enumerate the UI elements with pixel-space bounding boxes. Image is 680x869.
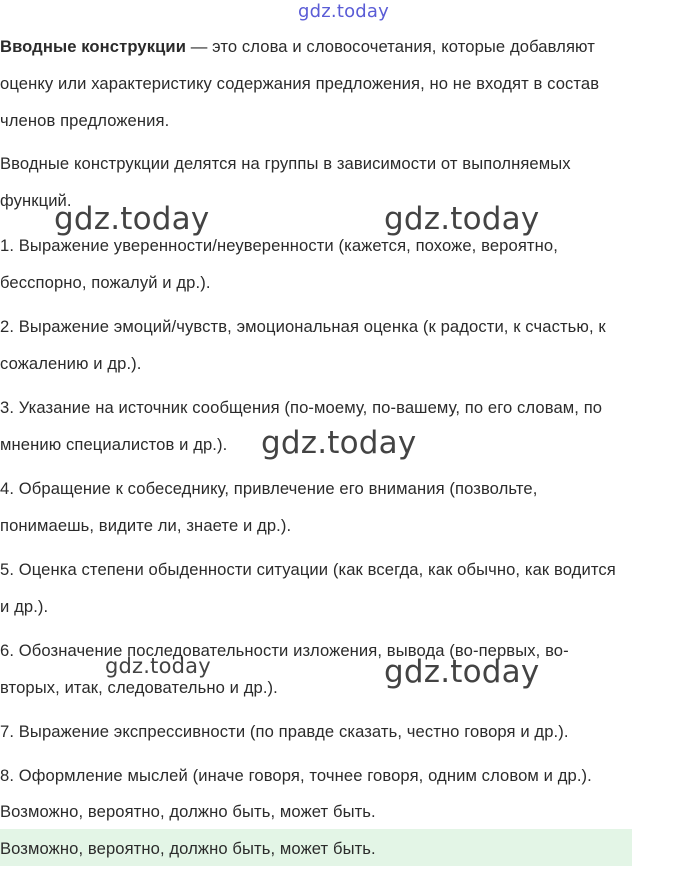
intro-line-1: Вводные конструкции делятся на группы в зависимости от выполняемых: [0, 154, 571, 173]
group-item-3-line-1: 3. Указание на источник сообщения (по-моему, по-вашему, по его словам, по: [0, 398, 603, 417]
group-item-3-line-2: мнению специалистов и др.).: [0, 435, 228, 454]
intro-line-2: функций.: [0, 191, 72, 210]
definition-line-3: членов предложения.: [0, 111, 170, 130]
answer-text: [0, 793, 672, 830]
watermark-2: gdz.today: [384, 201, 540, 237]
group-item-7: [0, 713, 672, 750]
watermark-1: gdz.today: [54, 201, 210, 237]
group-item-4: [0, 470, 672, 544]
group-item-2-line-2: сожалению и др.).: [0, 354, 142, 373]
watermark-4: gdz.today: [105, 654, 211, 678]
watermark-3: gdz.today: [261, 425, 417, 461]
group-item-1-line-2: бесспорно, пожалуй и др.).: [0, 273, 211, 292]
group-item-5-line-2: и др.).: [0, 597, 49, 616]
group-item-1-line-1: 1. Выражение уверенности/неуверенности (кажется, похоже, вероятно,: [0, 236, 558, 255]
definition-line-2: оценку или характеристику содержания предложения, но не входят в состав: [0, 74, 600, 93]
group-item-8: [0, 757, 672, 794]
group-item-8-line-1: 8. Оформление мыслей (иначе говоря, точнее говоря, одним словом и др.).: [0, 766, 592, 785]
definition-paragraph: [0, 28, 672, 139]
answer-highlight-text: Возможно, вероятно, должно быть, может быть.: [0, 839, 376, 858]
group-item-4-line-1: 4. Обращение к собеседнику, привлечение его внимания (позвольте,: [0, 479, 538, 498]
group-item-5-line-1: 5. Оценка степени обыденности ситуации (как всегда, как обычно, как водится: [0, 560, 616, 579]
group-item-1: [0, 227, 672, 301]
group-item-5: [0, 551, 672, 625]
group-item-2: [0, 308, 672, 382]
definition-term: Вводные конструкции: [0, 37, 187, 56]
group-item-4-line-2: понимаешь, видите ли, знаете и др.).: [0, 516, 292, 535]
answer-highlight-box: [0, 829, 632, 866]
group-item-6: [0, 632, 672, 706]
group-item-6-line-2: вторых, итак, следовательно и др.).: [0, 678, 278, 697]
answer-line: Возможно, вероятно, должно быть, может быть.: [0, 802, 376, 821]
group-item-7-line-1: 7. Выражение экспрессивности (по правде сказать, честно говоря и др.).: [0, 722, 569, 741]
watermark-5: gdz.today: [384, 654, 540, 690]
group-item-2-line-1: 2. Выражение эмоций/чувств, эмоциональная оценка (к радости, к счастью, к: [0, 317, 606, 336]
definition-text: — это слова и словосочетания, которые добавляют: [186, 37, 595, 56]
watermark-top: gdz.today: [298, 1, 390, 22]
group-item-6-line-1: 6. Обозначение последовательности изложения, вывода (во-первых, во-: [0, 641, 569, 660]
